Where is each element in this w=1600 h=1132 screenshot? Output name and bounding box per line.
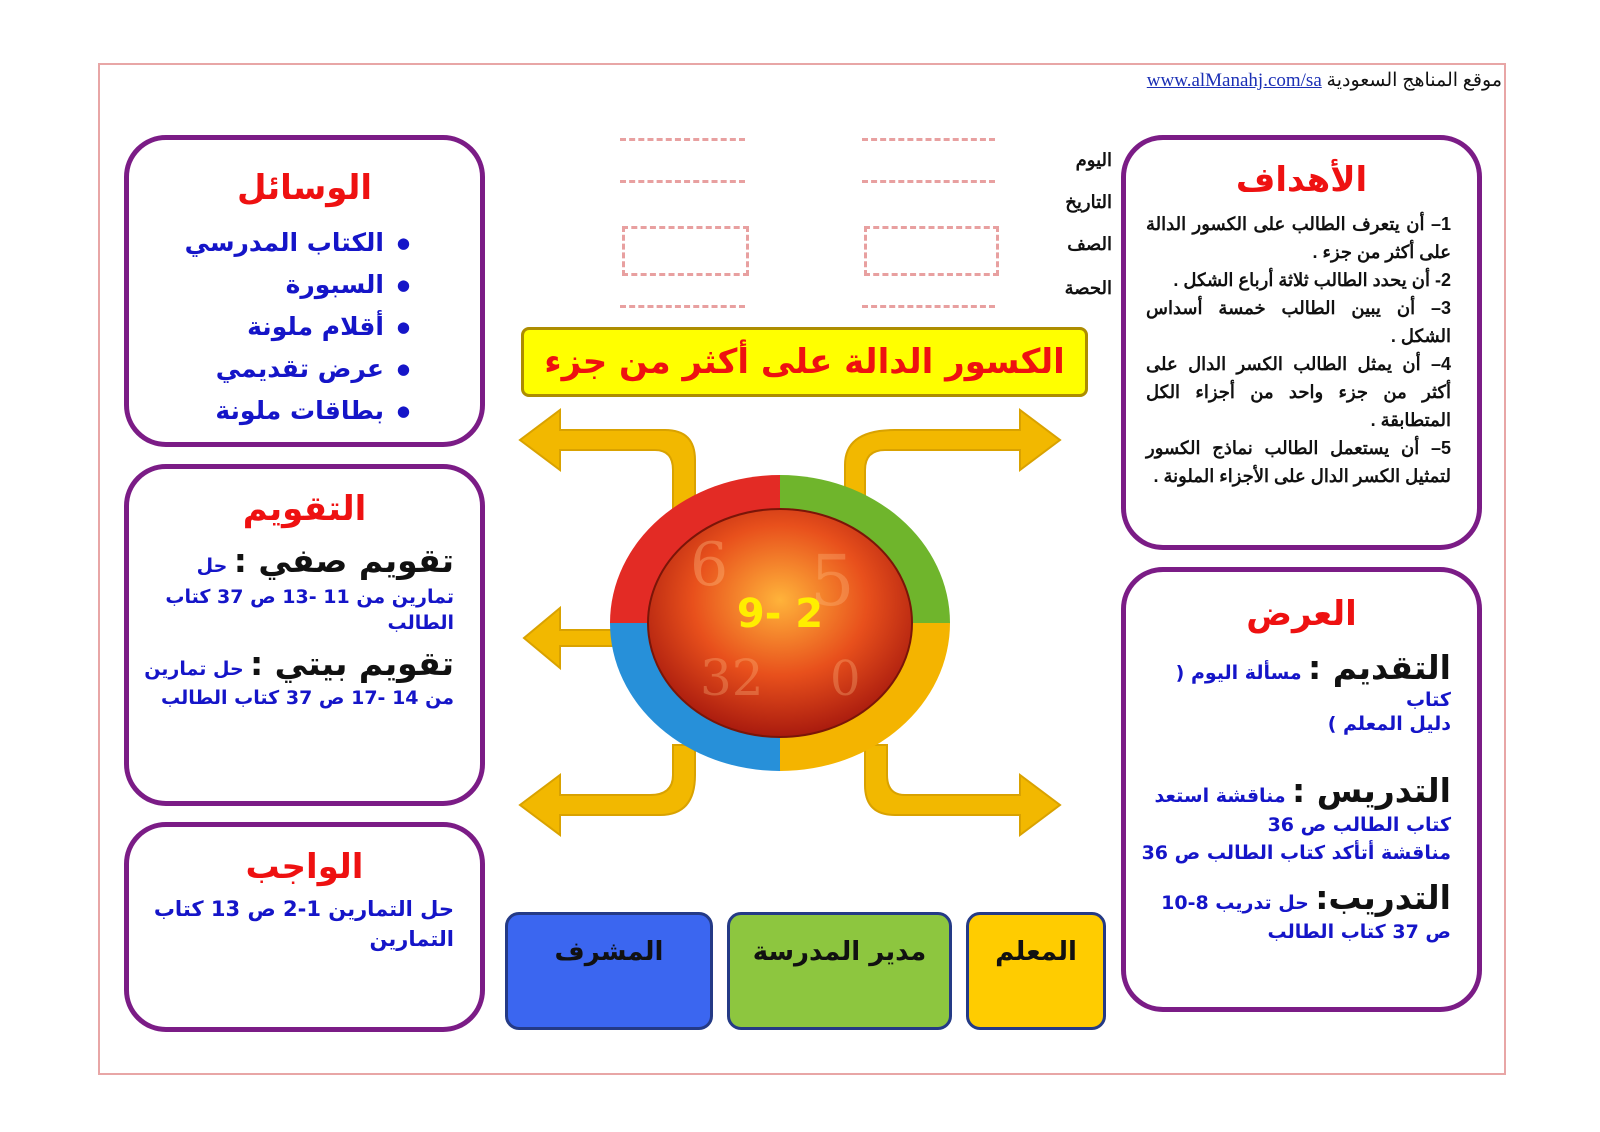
teacher-label: المعلم [995, 937, 1077, 967]
homework-text-2: التمارين [369, 927, 454, 951]
list-item: 2- أن يحدد الطالب ثلاثة أرباع الشكل . [1173, 270, 1451, 290]
list-item: ● أقلام ملونة [129, 306, 384, 348]
central-diagram [510, 395, 1090, 875]
lesson-number: 9- 2 [736, 591, 824, 637]
list-item: 5– أن يستعمل الطالب نماذج الكسور لتمثيل الكسر الدال على الأجزاء الملونة . [1146, 438, 1451, 486]
presentation-title: العرض [1246, 594, 1357, 634]
tools-title: الوسائل [236, 168, 373, 208]
svg-text:6: 6 [690, 530, 729, 600]
arrow-bottom-left [520, 745, 695, 835]
teach-text-3: مناقشة أتأكد كتاب الطالب ص 36 [1141, 842, 1451, 864]
site-name: موقع المناهج السعودية [1326, 70, 1502, 91]
list-item: ● عرض تقديمي [129, 348, 384, 390]
site-link[interactable]: www.alManahj.com/sa [1146, 70, 1322, 91]
home-evaluation-text: حل تمارين [144, 658, 244, 680]
class-evaluation [129, 541, 480, 580]
arrow-top-right [845, 410, 1060, 515]
objectives-list [1126, 210, 1477, 490]
svg-text:5: 5 [810, 540, 855, 622]
teach-section [1126, 771, 1477, 810]
homework-title: الواجب [245, 847, 364, 887]
site-header [1147, 69, 1502, 92]
teach-label: التدريس : [1292, 771, 1451, 810]
teach-text: مناقشة استعد [1154, 785, 1286, 807]
practice-text-2: ص 37 كتاب الطالب [1267, 921, 1451, 943]
tools-box [124, 135, 485, 447]
practice-section [1126, 878, 1477, 917]
intro-text-2: دليل المعلم ) [1327, 713, 1451, 735]
list-item: ● بطاقات ملونة [129, 390, 384, 432]
arrow-top-left [520, 410, 695, 515]
class-evaluation-text: حل [196, 555, 228, 577]
home-evaluation-detail: من 14 -17 ص 37 كتاب الطالب [161, 687, 454, 709]
supervisor-label: المشرف [554, 937, 664, 967]
evaluation-title: التقويم [242, 489, 367, 529]
intro-section [1126, 648, 1477, 711]
objectives-title: الأهداف [1235, 160, 1368, 200]
teach-text-2: كتاب الطالب ص 36 [1267, 814, 1451, 836]
arrow-bottom-right [865, 745, 1060, 835]
presentation-box [1121, 567, 1482, 1012]
principal-box [727, 912, 952, 1030]
period-label: الحصة [1064, 278, 1112, 298]
class-evaluation-detail: تمارين من 11 -13 ص 37 كتاب [165, 586, 454, 608]
practice-text: حل تدريب 8-10 [1161, 892, 1309, 914]
class-evaluation-label: تقويم صفي : [233, 541, 454, 580]
class-evaluation-detail-2: الطالب [387, 612, 454, 634]
list-item: ● السبورة [129, 264, 384, 306]
lesson-title: الكسور الدالة على أكثر من جزء [521, 327, 1088, 397]
principal-label: مدير المدرسة [752, 937, 927, 967]
list-item: 1– أن يتعرف الطالب على الكسور الدالة على أكثر من جزء . [1146, 214, 1451, 262]
home-evaluation-label: تقويم بيتي : [250, 644, 454, 683]
svg-text:0: 0 [830, 651, 861, 707]
supervisor-box [505, 912, 713, 1030]
homework-box [124, 822, 485, 1032]
teacher-box [966, 912, 1106, 1030]
class-label: الصف [1067, 234, 1112, 254]
intro-label: التقديم : [1308, 648, 1451, 687]
homework-text: حل التمارين 1-2 ص 13 كتاب [153, 897, 454, 921]
list-item: ● الكتاب المدرسي [129, 222, 384, 264]
objectives-box [1121, 135, 1482, 550]
intro-text: مسألة اليوم ( كتاب [1175, 662, 1451, 711]
list-item: 3– أن يبين الطالب خمسة أسداس الشكل . [1146, 298, 1451, 346]
practice-label: التدريب: [1315, 878, 1451, 917]
tools-list [129, 222, 480, 432]
svg-text:32: 32 [700, 649, 764, 707]
day-label: اليوم [1075, 150, 1112, 170]
home-evaluation [129, 644, 480, 683]
date-label: التاريخ [1065, 192, 1112, 212]
evaluation-box [124, 464, 485, 806]
list-item: 4– أن يمثل الطالب الكسر الدال على أكثر من جزء واحد من أجزاء الكل المتطابقة . [1146, 354, 1451, 430]
